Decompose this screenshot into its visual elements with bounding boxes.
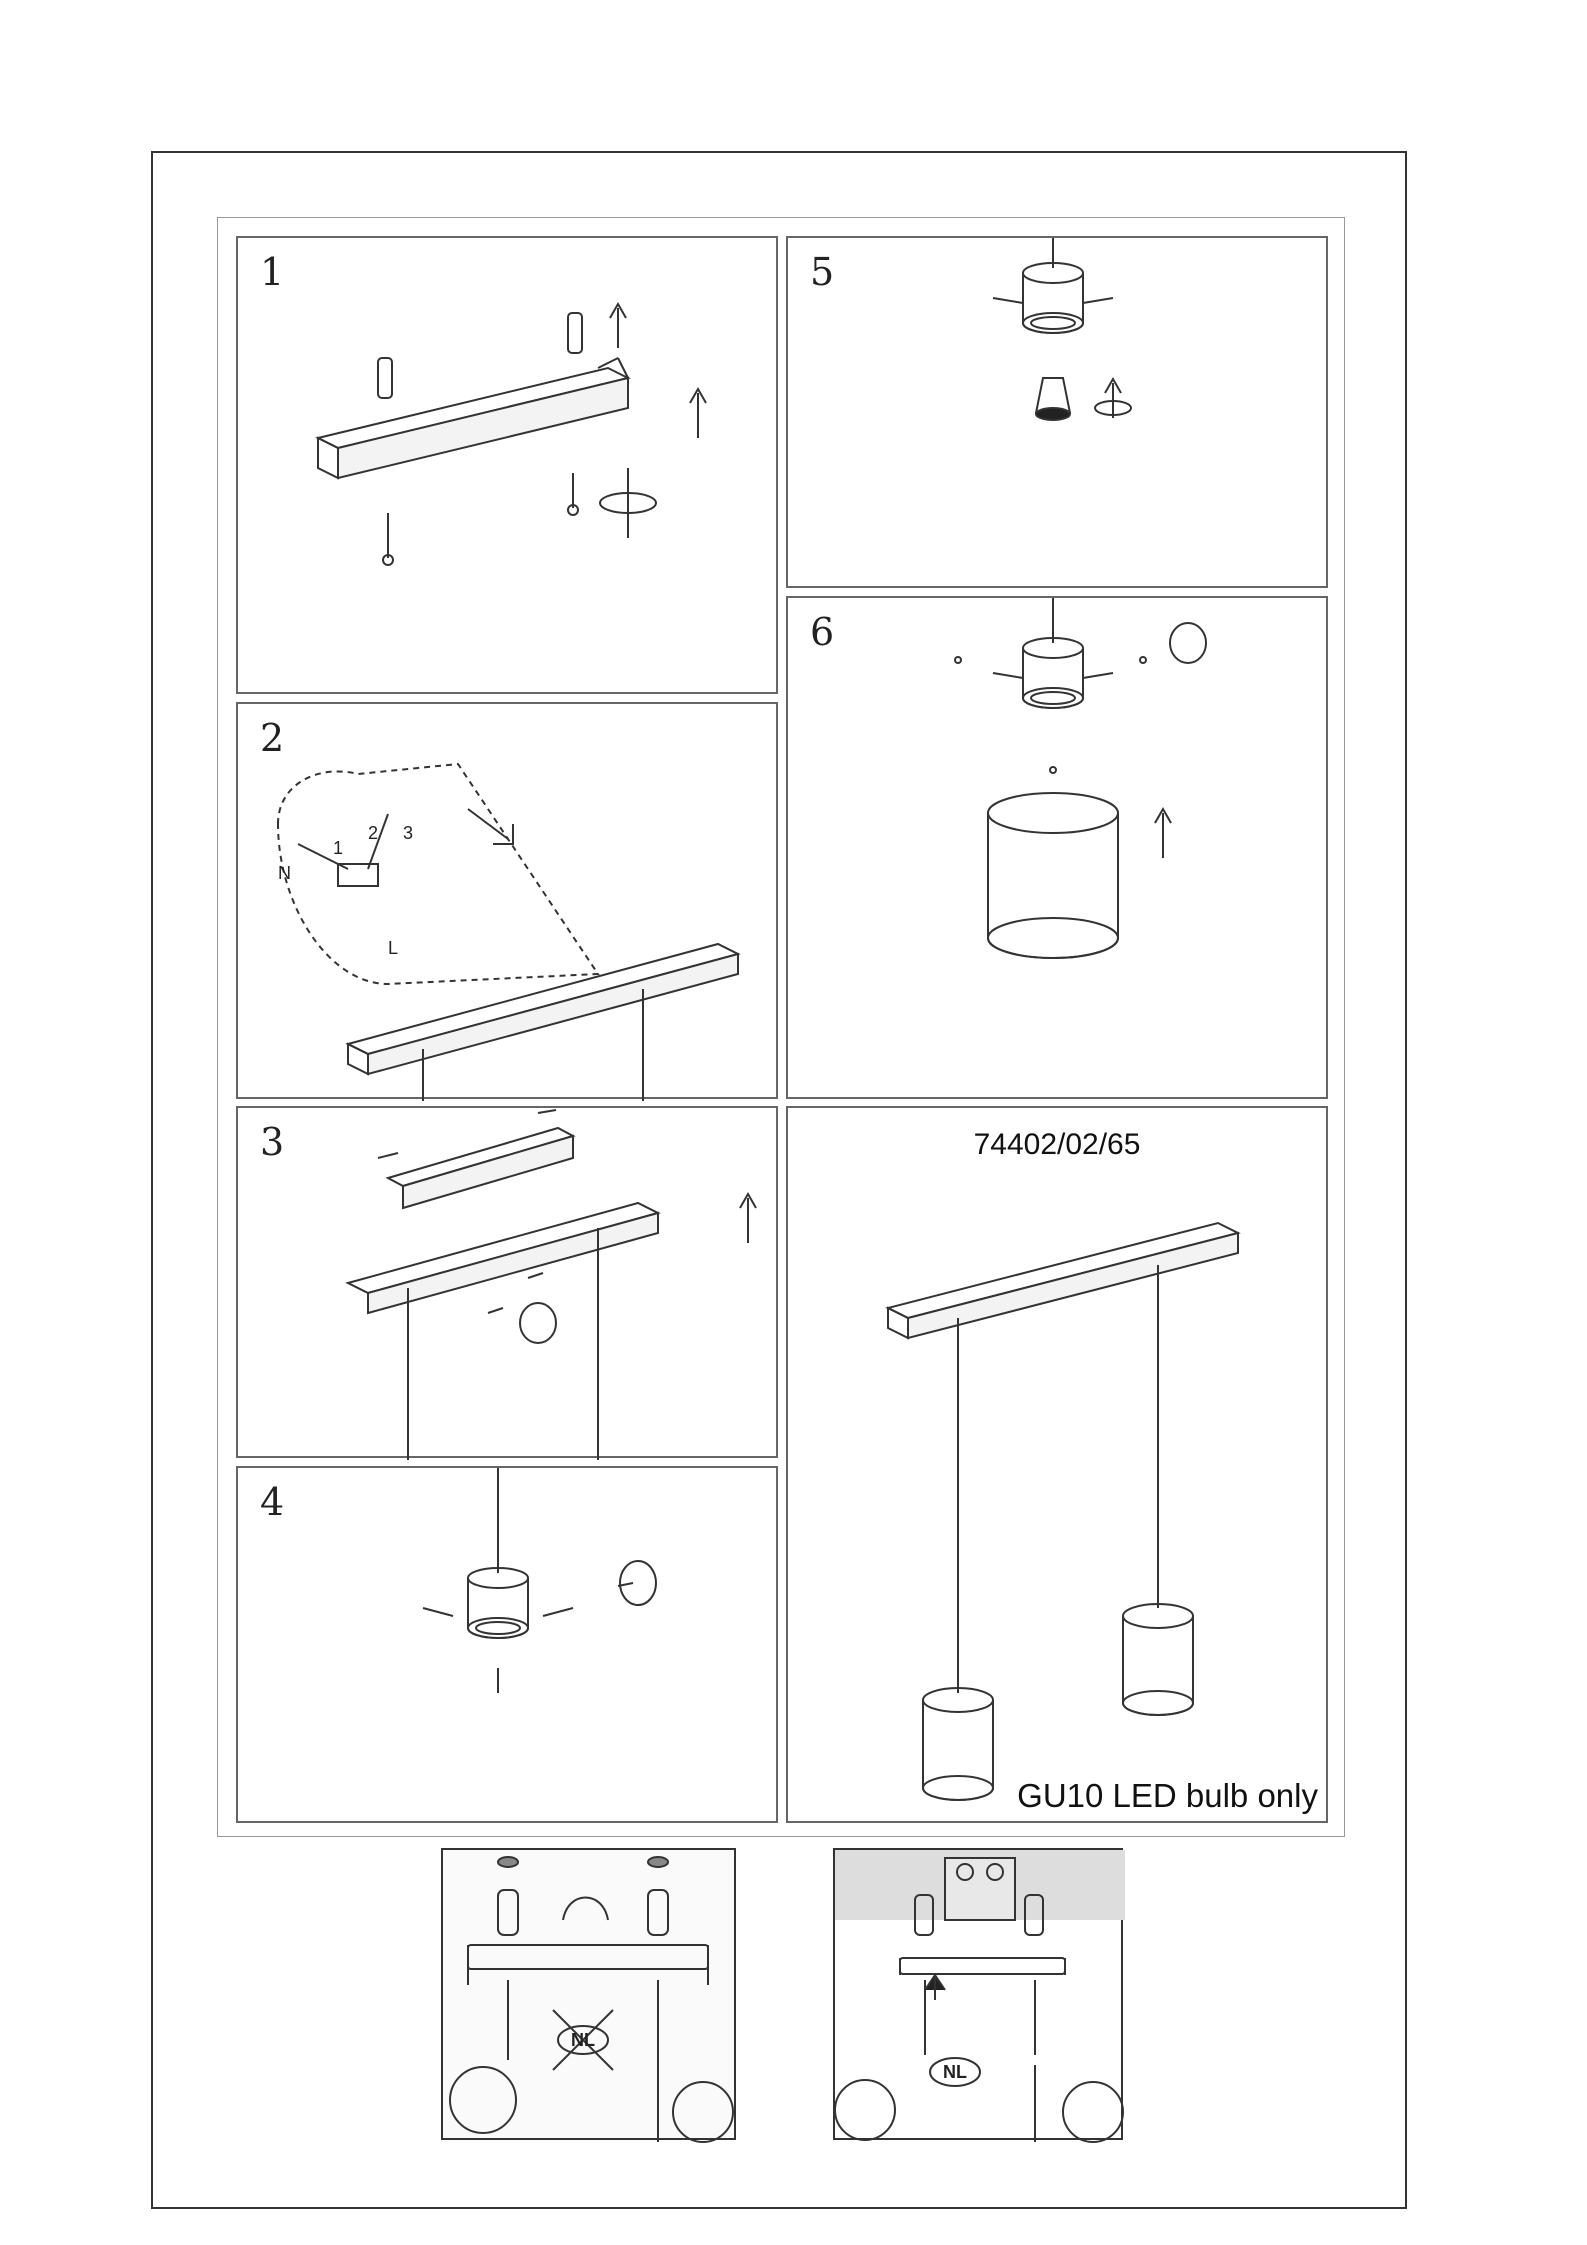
wire-l-label: L	[388, 938, 399, 958]
step-number: 3	[260, 1120, 285, 1164]
holder-assembly-drawing	[238, 1468, 780, 1825]
assembled-pendant-drawing	[788, 1108, 1330, 1825]
mounting-diagram-wrong	[441, 1848, 736, 2140]
terminal-2-label: 2	[368, 823, 379, 843]
wiring-connection-drawing	[238, 704, 780, 1101]
bulb-insert-drawing	[788, 238, 1330, 590]
canopy-fixing-drawing	[238, 1108, 780, 1460]
step-number: 5	[810, 250, 835, 294]
product-overview-panel	[786, 1106, 1328, 1823]
step-number: 1	[260, 250, 285, 294]
mounting-diagram-right	[833, 1848, 1123, 2140]
nl-label-left: NL	[571, 2030, 595, 2050]
terminal-3-label: 3	[403, 823, 414, 843]
nl-label-right: NL	[943, 2062, 967, 2082]
step-number: 6	[810, 610, 835, 654]
bulb-note: GU10 LED bulb only	[1017, 1777, 1318, 1814]
terminal-1-label: 1	[333, 838, 344, 858]
step-number: 4	[260, 1480, 285, 1524]
step-number: 2	[260, 716, 285, 760]
step-6-panel	[786, 596, 1328, 1099]
step-2-panel	[236, 702, 778, 1099]
step-5-panel	[786, 236, 1328, 588]
bracket-mounting-drawing	[238, 238, 780, 696]
shade-fitting-drawing	[788, 598, 1330, 1101]
step-4-panel	[236, 1466, 778, 1823]
step-3-panel	[236, 1106, 778, 1458]
model-number: 74402/02/65	[973, 1128, 1141, 1161]
mounting-diagram-right-drawing	[835, 1850, 1125, 2142]
wire-n-label: N	[278, 863, 291, 883]
mounting-diagram-wrong-drawing	[443, 1850, 738, 2142]
step-1-panel	[236, 236, 778, 694]
